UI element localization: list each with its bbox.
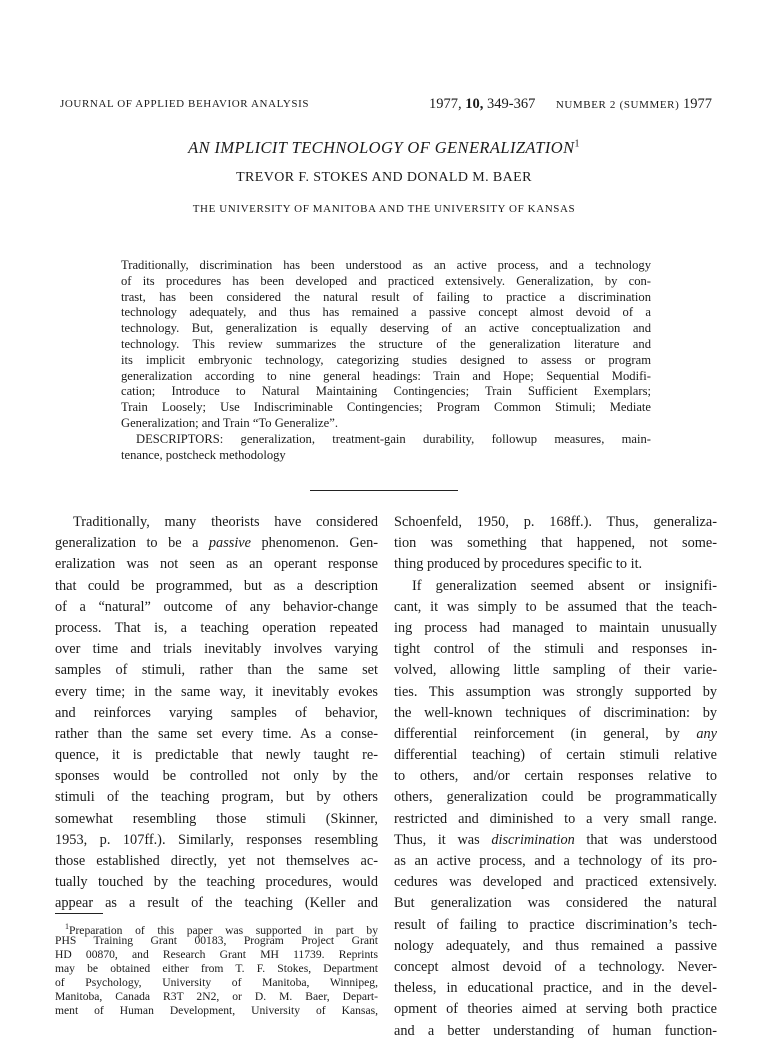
left-column xyxy=(55,512,378,915)
abstract xyxy=(121,258,651,463)
body-line: result of failing to practice discrimination’s tech- xyxy=(394,916,717,933)
page-range: 349-367 xyxy=(487,96,536,112)
footnote-line: HD 00870, and Research Grant MH 11739. Reprints xyxy=(55,948,378,961)
body-line: and reinforces varying samples of behavior, xyxy=(55,704,378,721)
footnote-divider xyxy=(55,913,103,914)
body-text: differential reinforcement (in general, by xyxy=(394,725,697,742)
abstract-line: technology. This review summarizes the structure of the generalization literature and xyxy=(121,336,651,351)
body-text: generalization to be a xyxy=(55,535,209,552)
body-text: Thus, it was xyxy=(394,831,492,848)
section-divider xyxy=(310,490,458,491)
volume-info xyxy=(429,96,535,113)
emphasis-any: any xyxy=(696,725,717,742)
body-line: theless, in educational practice, and in the devel- xyxy=(394,980,717,997)
issue-info xyxy=(556,96,712,113)
body-line: samples of stimuli, rather than the same set xyxy=(55,662,378,679)
abstract-line: technology adequately, and thus has remained a passive concept almost devoid of a xyxy=(121,305,651,320)
body-text: that was understood xyxy=(574,831,717,848)
body-line: restricted and diminished to a very small range. xyxy=(394,810,717,827)
emphasis-passive: passive xyxy=(208,535,251,552)
running-header xyxy=(60,96,712,116)
issue-season: (SUMMER) xyxy=(619,99,680,111)
body-line: quence, it is predictable that newly taught re- xyxy=(55,747,378,764)
body-line xyxy=(394,830,717,851)
body-line xyxy=(55,533,378,554)
footnote-line xyxy=(55,920,378,937)
body-line: ties. This assumption was strongly supported by xyxy=(394,683,717,700)
right-column xyxy=(394,512,717,1042)
descriptors-line: DESCRIPTORS: generalization, treatment-gain durability, followup measures, main- xyxy=(136,431,651,446)
body-line: that could be programmed, but as a description xyxy=(55,577,378,594)
abstract-line: Train Loosely; Use Indiscriminable Contingencies; Program Common Stimuli; Mediate xyxy=(121,400,651,415)
body-line: Schoenfeld, 1950, p. 168ff.). Thus, generaliza- xyxy=(394,514,717,530)
descriptors-line: tenance, postcheck methodology xyxy=(121,447,286,462)
body-line: tight control of the stimuli and responses in- xyxy=(394,641,717,658)
abstract-line: of its procedures has been developed and practiced extensively. Generalization, by con- xyxy=(121,273,651,288)
body-line: tually touched by the teaching procedures, would xyxy=(55,874,378,891)
body-text: phenomenon. Gen- xyxy=(251,535,378,552)
article-title xyxy=(0,138,768,158)
volume-year: 1977, xyxy=(429,96,462,112)
body-line: over time and trials inevitably involves varying xyxy=(55,641,378,658)
body-line: the well-known techniques of discrimination: by xyxy=(394,704,717,721)
body-line: cant, it was simply to be assumed that the teach- xyxy=(394,598,717,615)
footnote-line: ment of Human Development, University of Kansas, xyxy=(55,1004,378,1017)
affiliation: THE UNIVERSITY OF MANITOBA AND THE UNIVERSITY OF KANSAS xyxy=(192,203,576,215)
abstract-line: Generalization; and Train “To Generalize”. xyxy=(121,415,338,430)
body-line: process. That is, a teaching operation repeated xyxy=(55,619,378,636)
footnote-text: Preparation of this paper was supported in part by xyxy=(69,923,378,937)
authors: TREVOR F. STOKES AND DONALD M. BAER xyxy=(236,170,532,185)
body-line: sponses would be controlled not only by the xyxy=(55,768,378,785)
footnote-line: Manitoba, Canada R3T 2N2, or D. M. Baer, Depart- xyxy=(55,990,378,1003)
body-line: Traditionally, many theorists have considered xyxy=(73,514,378,530)
body-line: concept almost devoid of a technology. Never- xyxy=(394,958,717,975)
issue-number: NUMBER 2 xyxy=(555,99,616,111)
body-line: But generalization was considered the natural xyxy=(394,895,717,912)
body-line: 1953, p. 107ff.). Similarly, responses resembling xyxy=(55,831,378,848)
body-line: appear as a result of the teaching (Keller and xyxy=(55,895,378,912)
body-line: every time; in the same way, it inevitably evokes xyxy=(55,683,378,700)
body-line: If generalization seemed absent or insignifi- xyxy=(412,577,717,594)
abstract-line: cation; Introduce to Natural Maintaining Contingencies; Train Sufficient Exemplars; xyxy=(121,384,651,399)
abstract-line: technology. But, generalization is equally deserving of an active conceptualization and xyxy=(121,321,651,336)
body-line: thing produced by procedures specific to it. xyxy=(394,556,643,573)
journal-name: JOURNAL OF APPLIED BEHAVIOR ANALYSIS xyxy=(60,98,310,110)
body-line: of a “natural” outcome of any behavior-change xyxy=(55,598,378,615)
body-line: stimuli of the teaching program, but by others xyxy=(55,789,378,806)
footnote-line: PHS Training Grant 00183, Program Project Grant xyxy=(55,934,378,947)
issue-year: 1977 xyxy=(683,96,712,112)
abstract-line: its implicit embryonic technology, categorizing studies designed to assess or program xyxy=(121,352,651,367)
footnote-line: of Psychology, University of Manitoba, Winnipeg, xyxy=(55,976,378,989)
footnote xyxy=(55,920,378,1018)
abstract-line: Traditionally, discrimination has been understood as an active process, and a technology xyxy=(121,258,651,272)
abstract-line: generalization according to nine general headings: Train and Hope; Sequential Modifi- xyxy=(121,368,651,383)
volume-number: 10, xyxy=(465,96,484,112)
body-line xyxy=(394,724,717,745)
title-text: AN IMPLICIT TECHNOLOGY OF GENERALIZATION xyxy=(188,138,575,157)
body-line: tion was something that happened, not some- xyxy=(394,535,717,552)
abstract-line: trast, has been considered the natural result of failing to practice a discrimination xyxy=(121,289,651,304)
body-line: rather than the same set every time. As a conse- xyxy=(55,725,378,742)
body-line: those established directly, yet not themselves ac- xyxy=(55,853,378,869)
body-line: and a better understanding of human function- xyxy=(394,1022,717,1039)
body-line: ing process had managed to maintain unusually xyxy=(394,619,717,636)
body-line: somewhat resembling those stimuli (Skinner, xyxy=(55,810,378,827)
body-line: to others, and/or certain responses relative to xyxy=(394,768,717,785)
body-line: eralization was not seen as an operant response xyxy=(55,556,378,573)
body-line: opment of theories aimed at serving both practice xyxy=(394,1001,717,1018)
body-line: as an active process, and a technology of its pro- xyxy=(394,853,717,869)
footnote-mark: 1 xyxy=(65,922,69,931)
body-line: differential teaching) of certain stimuli relative xyxy=(394,747,717,764)
emphasis-discrimination: discrimination xyxy=(491,831,575,848)
body-line: cedures was developed and practiced extensively. xyxy=(394,874,717,891)
body-line: others, generalization could be programmatically xyxy=(394,789,717,806)
footnote-line: may be obtained either from T. F. Stokes, Department xyxy=(55,962,378,975)
title-footnote-mark: 1 xyxy=(574,138,580,150)
body-line: volved, allowing little sampling of their varie- xyxy=(394,662,717,679)
body-line: nology adequately, and thus remained a passive xyxy=(394,937,717,954)
